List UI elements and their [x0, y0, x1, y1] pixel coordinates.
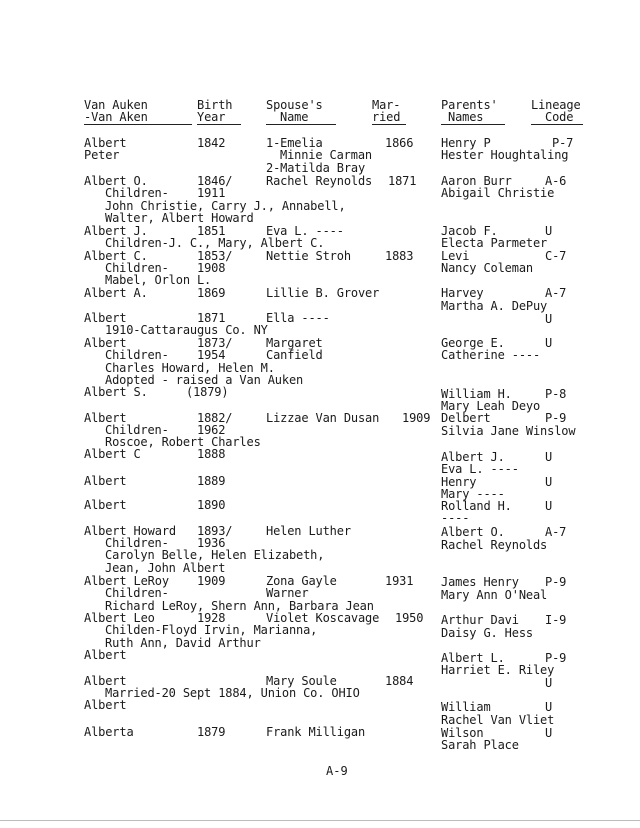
entry-text: A-7: [545, 286, 567, 300]
header-rule: [441, 124, 505, 125]
header-spouse-line2: Name: [280, 110, 309, 124]
entry-text: Jacob F.: [441, 224, 498, 238]
header-married-line2: ried: [372, 110, 401, 124]
header-birth-line1: Birth: [197, 98, 233, 112]
entry-text: William H.: [441, 387, 512, 401]
entry-text: Jean, John Albert: [105, 561, 226, 575]
entry-text: 1908: [197, 261, 226, 275]
entry-text: U: [545, 312, 553, 326]
entry-text: Delbert: [441, 411, 491, 425]
entry-text: Levi: [441, 249, 470, 263]
entry-text: Married-20 Sept 1884, Union Co. OHIO: [105, 686, 360, 700]
header-married-line1: Mar-: [372, 98, 401, 112]
entry-text: Rachel Reynolds: [266, 174, 373, 188]
entry-text: 1883: [385, 249, 414, 263]
entry-text: Arthur Davi: [441, 613, 519, 627]
entry-text: 1911: [197, 186, 226, 200]
entry-text: 1928: [197, 611, 226, 625]
entry-text: Lizzae Van Dusan: [266, 411, 380, 425]
header-birth-line2: Year: [197, 110, 226, 124]
entry-text: P-7: [552, 136, 574, 150]
header-lineage-line1: Lineage: [531, 98, 581, 112]
entry-text: Silvia Jane Winslow: [441, 424, 576, 438]
entry-text: Mary Soule: [266, 674, 337, 688]
entry-text: Martha A. DePuy: [441, 299, 548, 313]
entry-text: Ruth Ann, David Arthur: [105, 636, 261, 650]
entry-text: Richard LeRoy, Shern Ann, Barbara Jean: [105, 599, 374, 613]
entry-text: Wilson: [441, 726, 484, 740]
entry-text: Carolyn Belle, Helen Elizabeth,: [105, 548, 325, 562]
entry-text: George E.: [441, 336, 505, 350]
header-rule: [266, 124, 336, 125]
entry-text: Rachel Van Vliet: [441, 713, 555, 727]
entry-text: 1954: [197, 348, 226, 362]
entry-text: 1879: [197, 725, 226, 739]
entry-text: Aaron Burr: [441, 174, 512, 188]
entry-text: Mabel, Orlon L.: [105, 273, 212, 287]
entry-text: 1931: [385, 574, 414, 588]
entry-text: Albert C.: [84, 249, 148, 263]
entry-text: Albert J.: [84, 224, 148, 238]
entry-text: Henry P: [441, 136, 491, 150]
entry-text: Frank Milligan: [266, 725, 366, 739]
entry-text: Albert: [84, 674, 127, 688]
entry-text: Albert Howard: [84, 524, 176, 538]
entry-text: Ella ----: [266, 311, 330, 325]
entry-text: Alberta: [84, 725, 134, 739]
entry-text: 1889: [197, 474, 226, 488]
entry-text: 1962: [197, 423, 226, 437]
entry-text: Violet Koscavage: [266, 611, 380, 625]
entry-text: Electa Parmeter: [441, 236, 548, 250]
entry-text: Mary Ann O'Neal: [441, 588, 548, 602]
entry-text: C-7: [545, 249, 567, 263]
entry-text: Warner: [266, 586, 309, 600]
entry-text: Albert: [84, 411, 127, 425]
entry-text: 1871: [388, 174, 417, 188]
entry-text: 1893/: [197, 524, 233, 538]
header-lineage-line2: Code: [545, 110, 574, 124]
entry-text: Mary ----: [441, 487, 505, 501]
entry-text: P-9: [545, 575, 567, 589]
entry-text: 1909: [402, 411, 431, 425]
entry-text: Canfield: [266, 348, 323, 362]
header-parents-line1: Parents': [441, 98, 498, 112]
entry-text: P-9: [545, 411, 567, 425]
entry-text: 1888: [197, 447, 226, 461]
entry-text: 2-Matilda Bray: [266, 161, 366, 175]
entry-text: Mary Leah Deyo: [441, 399, 541, 413]
entry-text: Albert S.: [84, 385, 148, 399]
entry-text: Lillie B. Grover: [266, 286, 380, 300]
entry-text: Albert O.: [84, 174, 148, 188]
entry-text: Minnie Carman: [280, 148, 372, 162]
entry-text: Albert: [84, 336, 127, 350]
entry-text: Albert: [84, 474, 127, 488]
entry-text: Harriet E. Riley: [441, 663, 555, 677]
entry-text: Henry: [441, 475, 477, 489]
entry-text: P-8: [545, 387, 567, 401]
header-surname-line1: Van Auken: [84, 98, 148, 112]
entry-text: Children-: [105, 348, 169, 362]
entry-text: Albert: [84, 648, 127, 662]
entry-text: 1871: [197, 311, 226, 325]
entry-text: Nancy Coleman: [441, 261, 533, 275]
entry-text: Albert J.: [441, 450, 505, 464]
entry-text: Children-: [105, 586, 169, 600]
entry-text: Margaret: [266, 336, 323, 350]
entry-text: William: [441, 700, 491, 714]
entry-text: U: [545, 475, 553, 489]
entry-text: Children-J. C., Mary, Albert C.: [105, 236, 325, 250]
entry-text: Children-: [105, 536, 169, 550]
entry-text: Nettie Stroh: [266, 249, 351, 263]
entry-text: U: [545, 676, 553, 690]
page-number: A-9: [326, 764, 348, 778]
entry-text: U: [545, 499, 553, 513]
entry-text: Albert: [84, 311, 127, 325]
entry-text: Abigail Christie: [441, 186, 555, 200]
entry-text: Harvey: [441, 286, 484, 300]
entry-text: Albert: [84, 698, 127, 712]
entry-text: Children-: [105, 186, 169, 200]
entry-text: Helen Luther: [266, 524, 351, 538]
header-rule: [197, 124, 241, 125]
entry-text: Eva L. ----: [441, 462, 519, 476]
entry-text: 1909: [197, 574, 226, 588]
entry-text: ----: [441, 511, 470, 525]
entry-text: John Christie, Carry J., Annabell,: [105, 199, 346, 213]
entry-text: U: [545, 336, 553, 350]
entry-text: Albert: [84, 136, 127, 150]
entry-text: 1950: [395, 611, 424, 625]
entry-text: Children-: [105, 261, 169, 275]
entry-text: Eva L. ----: [266, 224, 344, 238]
entry-text: Albert C: [84, 447, 141, 461]
entry-text: Sarah Place: [441, 738, 519, 752]
entry-text: Albert O.: [441, 525, 505, 539]
entry-text: (1879): [186, 385, 229, 399]
entry-text: Albert A.: [84, 286, 148, 300]
header-rule: [531, 124, 583, 125]
entry-text: 1866: [385, 136, 414, 150]
entry-text: Peter: [84, 148, 120, 162]
entry-text: 1873/: [197, 336, 233, 350]
entry-text: 1890: [197, 498, 226, 512]
entry-text: U: [545, 450, 553, 464]
entry-text: P-9: [545, 651, 567, 665]
entry-text: Rachel Reynolds: [441, 538, 548, 552]
header-surname-line2: -Van Aken: [84, 110, 148, 124]
entry-text: Albert Leo: [84, 611, 155, 625]
entry-text: Adopted - raised a Van Auken: [105, 373, 304, 387]
entry-text: 1851: [197, 224, 226, 238]
entry-text: 1853/: [197, 249, 233, 263]
entry-text: Albert L.: [441, 651, 505, 665]
entry-text: 1936: [197, 536, 226, 550]
entry-text: James Henry: [441, 575, 519, 589]
entry-text: Walter, Albert Howard: [105, 211, 254, 225]
entry-text: 1-Emelia: [266, 136, 323, 150]
header-rule: [84, 124, 192, 125]
entry-text: 1869: [197, 286, 226, 300]
entry-text: 1910-Cattaraugus Co. NY: [105, 323, 268, 337]
entry-text: U: [545, 700, 553, 714]
entry-text: Children-: [105, 423, 169, 437]
entry-text: 1842: [197, 136, 226, 150]
entry-text: Albert: [84, 498, 127, 512]
entry-text: Hester Houghtaling: [441, 148, 569, 162]
header-spouse-line1: Spouse's: [266, 98, 323, 112]
entry-text: Albert LeRoy: [84, 574, 169, 588]
entry-text: 1846/: [197, 174, 233, 188]
header-parents-line2: Names: [448, 110, 484, 124]
entry-text: Daisy G. Hess: [441, 626, 533, 640]
entry-text: 1884: [385, 674, 414, 688]
entry-text: I-9: [545, 613, 567, 627]
entry-text: Rolland H.: [441, 499, 512, 513]
entry-text: Zona Gayle: [266, 574, 337, 588]
entry-text: Catherine ----: [441, 348, 541, 362]
entry-text: A-6: [545, 174, 567, 188]
entry-text: A-7: [545, 525, 567, 539]
entry-text: 1882/: [197, 411, 233, 425]
scan-edge-line: [0, 820, 640, 821]
entry-text: U: [545, 726, 553, 740]
header-rule: [372, 124, 406, 125]
entry-text: Childen-Floyd Irvin, Marianna,: [105, 623, 318, 637]
entry-text: Charles Howard, Helen M.: [105, 361, 275, 375]
entry-text: U: [545, 224, 553, 238]
entry-text: Roscoe, Robert Charles: [105, 435, 261, 449]
